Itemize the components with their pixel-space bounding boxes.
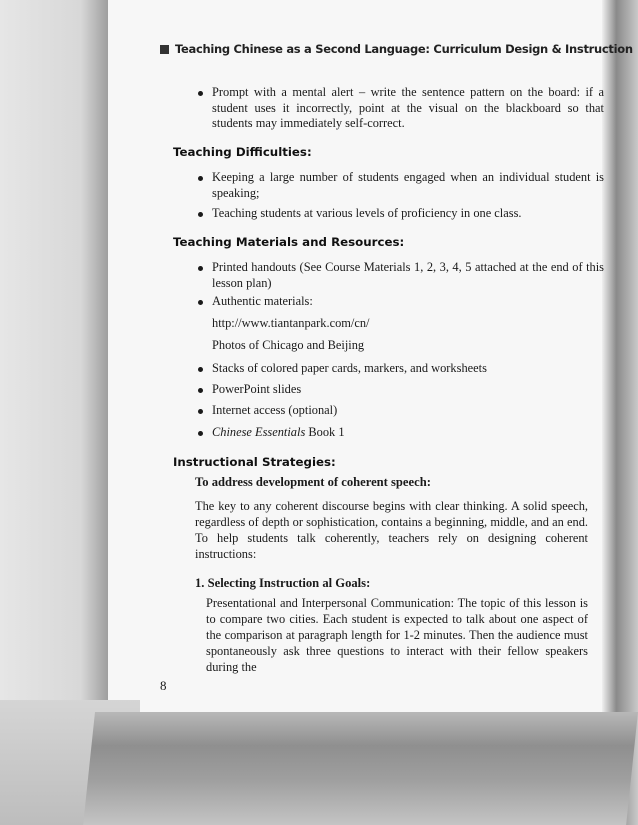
bullet-dot-icon: [198, 367, 203, 372]
strategy-paragraph: The key to any coherent discourse begins with clear thinking. A solid speech, regardless of depth or sophistication, contains a beginning, middle, and an end. To help students talk coherently, teachers rely on designing coherent instructions:: [195, 499, 588, 561]
authentic-url: http://www.tiantanpark.com/cn/: [212, 316, 370, 330]
bullet-dot-icon: [198, 91, 203, 96]
section-heading-materials: Teaching Materials and Resources:: [173, 235, 405, 249]
header-square-icon: [160, 45, 169, 54]
bullet-dot-icon: [198, 266, 203, 271]
scan-shadow-right: [602, 0, 638, 825]
header-title: Teaching Chinese as a Second Language: Curriculum Design & Instruction: [175, 42, 633, 56]
bullet-dot-icon: [198, 431, 203, 436]
list-item: Keeping a large number of students engaged when an individual student is speaking;: [198, 170, 604, 201]
step-title: 1. Selecting Instruction al Goals:: [195, 576, 371, 590]
list-item: Teaching students at various levels of proficiency in one class.: [198, 206, 604, 222]
list-item: Prompt with a mental alert – write the sentence pattern on the board: if a student uses it incorrectly, point at the visual on the blackboard so that students may immediately self-correct.: [198, 85, 604, 132]
authentic-photos: Photos of Chicago and Beijing: [212, 338, 365, 352]
list-item: PowerPoint slides: [198, 382, 604, 398]
scan-shadow-bottom: [83, 712, 638, 825]
section-heading-strategies: Instructional Strategies:: [173, 455, 336, 469]
bullet-dot-icon: [198, 212, 203, 217]
list-item: Stacks of colored paper cards, markers, and worksheets: [198, 361, 604, 377]
list-item: Internet access (optional): [198, 403, 604, 419]
book-title: Chinese Essentials: [212, 425, 306, 439]
list-item: Authentic materials:: [198, 294, 604, 310]
bullet-dot-icon: [198, 300, 203, 305]
list-item: [198, 425, 604, 441]
book-suffix: Book 1: [305, 425, 345, 439]
bullet-dot-icon: [198, 176, 203, 181]
running-header: [160, 42, 633, 56]
bullet-dot-icon: [198, 409, 203, 414]
step-paragraph: Presentational and Interpersonal Communication: The topic of this lesson is to compare two cities. Each student is expected to talk about one aspect of the comparison at paragraph length for 1-2 minutes. Then the audience must spontaneously ask three questions to interact with their fellow speakers during the: [206, 596, 588, 674]
list-item: Printed handouts (See Course Materials 1, 2, 3, 4, 5 attached at the end of this lesson plan): [198, 260, 604, 291]
section-heading-difficulties: Teaching Difficulties:: [173, 145, 312, 159]
page-number: 8: [160, 678, 167, 693]
bullet-dot-icon: [198, 388, 203, 393]
strategy-subheading: To address development of coherent speech:: [195, 475, 431, 489]
